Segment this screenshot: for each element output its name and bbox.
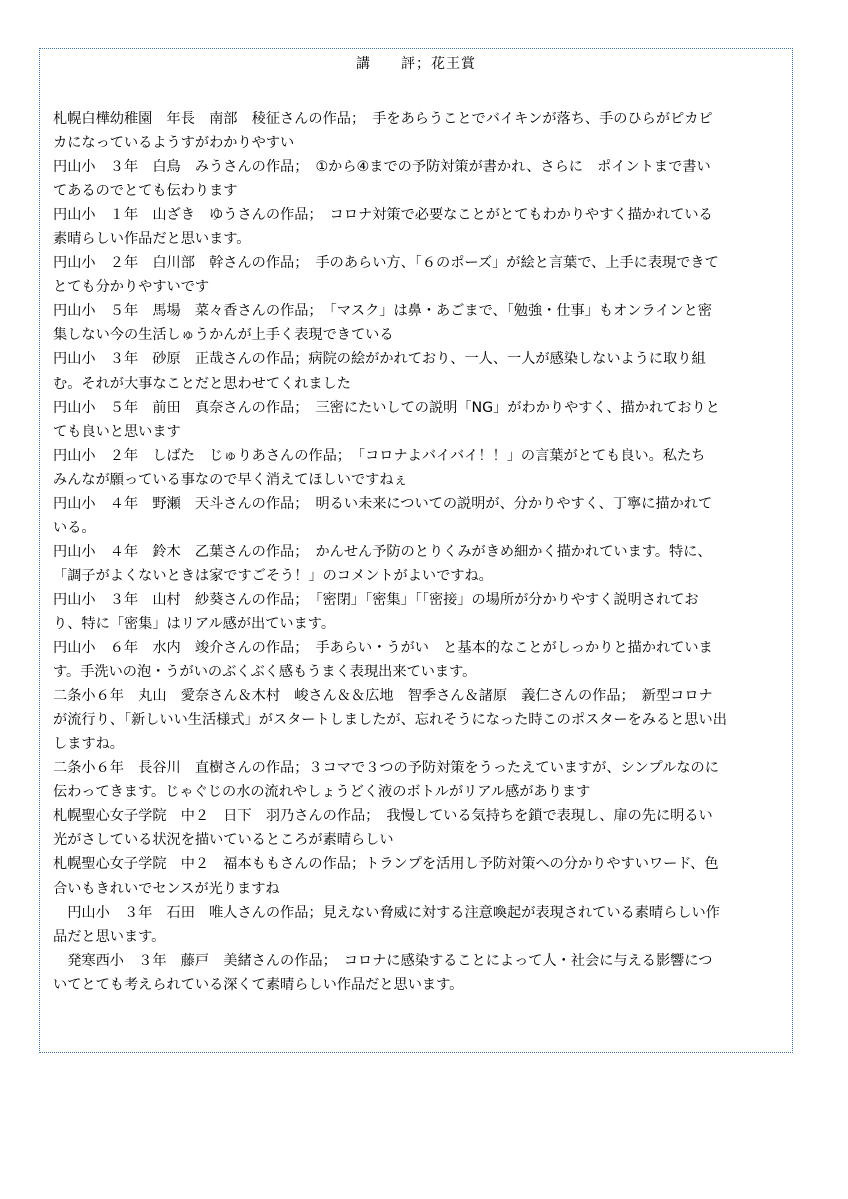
review-entry-line: 円山小 ５年 馬場 菜々香さんの作品； 「マスク」は鼻・あごまで、「勉強・仕事」もオンラインと密	[53, 303, 712, 320]
review-entry-line: 円山小 １年 山ざき ゆうさんの作品； コロナ対策で必要なことがとてもわかりやすく描かれている	[53, 207, 713, 224]
review-entry-line: 札幌聖心女子学院 中２ 日下 羽乃さんの作品； 我慢している気持ちを鎖で表現し、扉の先に明るい	[53, 808, 713, 825]
review-entry	[53, 949, 789, 997]
review-entry-line: 円山小 ５年 前田 真奈さんの作品； 三密にたいしての説明「NG」がわかりやすく、描かれておりと	[53, 399, 720, 416]
review-entry-line: 円山小 ３年 山村 紗葵さんの作品； 「密閉」「密集」「「密接」の場所が分かりやすく説明されてお	[53, 591, 699, 608]
review-entry-line: 札幌白樺幼稚園 年長 南部 稜征さんの作品； 手をあらうことでバイキンが落ち、手のひらがピカピ	[53, 111, 713, 127]
review-entry-line: す。手洗いの泡・うがいのぶくぶく感もうまく表現出来ています。	[53, 664, 477, 681]
review-entry-line: 円山小 ４年 鈴木 乙葉さんの作品； かんせん予防のとりくみがきめ細かく描かれています。特に、	[53, 543, 712, 560]
review-entry-line: カになっているようすがわかりやすい	[53, 135, 295, 152]
review-entry-line: 円山小 ３年 白鳥 みうさんの作品； ①から④までの予防対策が書かれ、さらに ポイントまで書い	[53, 159, 711, 176]
review-entry-line: 円山小 ４年 野瀬 天斗さんの作品； 明るい未来についての説明が、分かりやすく、丁寧に描かれて	[53, 495, 713, 512]
review-entry-line: 合いもきれいでセンスが光りますね	[53, 880, 280, 897]
review-entry	[53, 852, 789, 900]
review-entry	[53, 155, 789, 203]
review-entry	[53, 756, 789, 804]
page-title: 講 評；花王賞	[356, 56, 476, 72]
review-entry	[53, 107, 789, 155]
review-entry-line: みんなが願っている事なので早く消えてほしいですねぇ	[53, 471, 408, 488]
review-entry	[53, 684, 789, 756]
review-entry	[53, 540, 789, 588]
review-entry-line: 伝わってきます。じゃぐじの水の流れやしょうどく液のボトルがリアル感があります	[53, 784, 591, 801]
review-entry	[53, 203, 789, 251]
review-entry-line: 札幌聖心女子学院 中２ 福本ももさんの作品；トランプを活用し予防対策への分かりやすいワード、色	[53, 856, 719, 873]
review-entry-line: 「調子がよくないときは家ですごそう！」のコメントがよいですね。	[53, 567, 493, 584]
review-entry	[53, 588, 789, 636]
review-list	[53, 107, 789, 997]
review-entry-line: 集しない今の生活しゅうかんが上手く表現できている	[53, 327, 394, 344]
review-entry-line: 発寒西小 ３年 藤戸 美緒さんの作品； コロナに感染することによって人・社会に与える影響につ	[53, 952, 713, 969]
review-entry-line: 円山小 ６年 水内 竣介さんの作品； 手あらい・うがい と基本的なことがしっかりと描かれていま	[53, 640, 713, 657]
review-entry-line: 円山小 ３年 砂原 正哉さんの作品；病院の絵がかれており、一人、一人が感染しないように取り組	[53, 351, 706, 368]
review-entry-line: 円山小 ２年 しばた じゅりあさんの作品； 「コロナよバイバイ！！」の言葉がとても良い。私たち	[53, 447, 706, 464]
review-entry	[53, 396, 789, 444]
review-entry-line: とても分かりやすいです	[53, 279, 210, 296]
review-entry-line: む。それが大事なことだと思わせてくれました	[53, 375, 351, 392]
review-entry	[53, 901, 789, 949]
review-entry-line: しますね。	[53, 736, 124, 753]
review-entry-line: ても良いと思います	[53, 423, 181, 440]
review-entry-line: てあるのでとても伝わります	[53, 183, 238, 200]
review-entry-line: いてとても考えられている深くて素晴らしい作品だと思います。	[53, 976, 464, 993]
review-entry-line: 円山小 ２年 白川部 幹さんの作品； 手のあらい方、「６のポーズ」が絵と言葉で、上手に表現できて	[53, 255, 719, 272]
review-entry	[53, 251, 789, 299]
review-entry-line: いる。	[53, 519, 96, 536]
review-entry	[53, 444, 789, 492]
review-entry	[53, 299, 789, 347]
review-entry-line: 二条小６年 長谷川 直樹さんの作品；３コマで３つの予防対策をうったえていますが、シンプルなのに	[53, 760, 719, 777]
review-entry-line: 二条小６年 丸山 愛奈さん＆木村 峻さん＆＆広地 智季さん＆諸原 義仁さんの作品； 新型コロナ	[53, 688, 713, 705]
review-entry-line: 品だと思います。	[53, 928, 166, 945]
review-entry-line: 光がさしている状況を描いているところが素晴らしい	[53, 832, 394, 849]
review-entry-line: 円山小 ３年 石田 唯人さんの作品；見えない脅威に対する注意喚起が表現されている素晴らしい作	[53, 904, 720, 921]
review-entry	[53, 347, 789, 395]
review-entry	[53, 492, 789, 540]
review-entry-line: が流行り、「新しいい生活様式」がスタートしましたが、忘れそうになった時このポスターをみると思い出	[53, 712, 727, 729]
review-entry-line: り、特に「密集」はリアル感が出ています。	[53, 615, 336, 632]
review-entry	[53, 804, 789, 852]
review-entry	[53, 636, 789, 684]
review-entry-line: 素晴らしい作品だと思います。	[53, 231, 251, 248]
review-frame	[39, 48, 793, 1053]
